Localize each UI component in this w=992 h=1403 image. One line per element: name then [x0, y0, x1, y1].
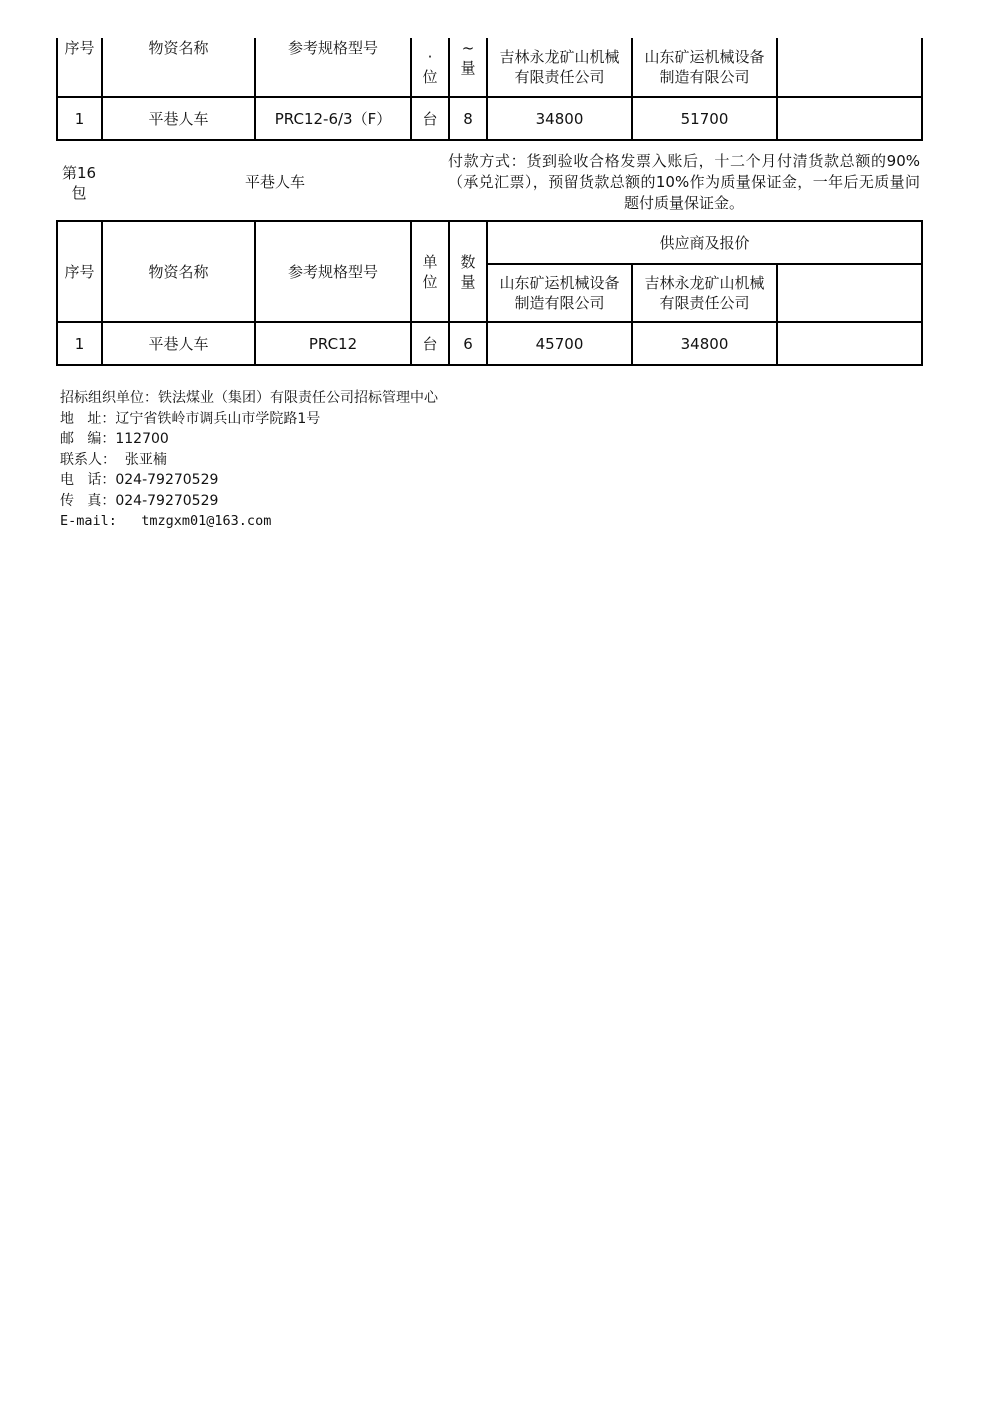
cell-spec: PRC12 — [255, 322, 411, 365]
contact-fax: 传 真：024-79270529 — [60, 492, 219, 509]
package-name: 平巷人车 — [244, 173, 305, 191]
cell-price-2: 51700 — [632, 97, 777, 140]
bid-table-2 — [56, 220, 923, 366]
header-name: 物资名称 — [102, 221, 255, 322]
cell-qty: 8 — [449, 97, 487, 140]
header-qty — [449, 38, 487, 97]
header-unit-line2: 位 — [422, 68, 438, 86]
header-qty-line1: 数 — [460, 252, 476, 271]
cell-price-3 — [777, 97, 922, 140]
header-unit-line1: 单 — [422, 252, 438, 271]
cell-spec: PRC12-6/3（F） — [255, 97, 411, 140]
contact-phone: 电 话：024-79270529 — [60, 472, 219, 488]
header-unit-line1: · — [427, 48, 433, 66]
header-spec: 参考规格型号 — [255, 38, 411, 97]
header-suppliers-title: 供应商及报价 — [487, 221, 922, 264]
contact-block — [60, 388, 438, 532]
header-name: 物资名称 — [102, 38, 255, 97]
supplier-1-line2: 制造有限公司 — [514, 294, 605, 312]
supplier-2-line1: 山东矿运机械设备 — [644, 48, 765, 66]
cell-name: 平巷人车 — [102, 322, 255, 365]
cell-qty: 6 — [449, 322, 487, 365]
supplier-2-line2: 制造有限公司 — [659, 68, 750, 86]
cell-index: 1 — [57, 97, 102, 140]
header-supplier-2 — [632, 38, 777, 97]
cell-unit: 台 — [411, 322, 449, 365]
contact-address: 地 址：辽宁省铁岭市调兵山市学院路1号 — [60, 410, 321, 427]
cell-name: 平巷人车 — [102, 97, 255, 140]
table-header-row — [57, 38, 922, 97]
table-row — [57, 322, 922, 365]
header-unit — [411, 38, 449, 97]
table-header-row — [57, 221, 922, 264]
bid-table-1 — [56, 38, 923, 141]
header-supplier-3 — [777, 264, 922, 322]
header-qty-line1: ~ — [461, 39, 475, 57]
header-supplier-3 — [777, 38, 922, 97]
header-supplier-2 — [632, 264, 777, 322]
package-number-line2: 包 — [71, 184, 87, 202]
supplier-1-line2: 有限责任公司 — [514, 68, 605, 86]
header-index: 序号 — [57, 38, 102, 97]
cell-price-3 — [777, 322, 922, 365]
supplier-2-line2: 有限责任公司 — [659, 294, 750, 312]
package-number-line1: 第16 — [61, 164, 97, 182]
header-qty-line2: 量 — [460, 272, 476, 291]
header-supplier-1 — [487, 264, 632, 322]
cell-unit: 台 — [411, 97, 449, 140]
payment-terms: 付款方式：货到验收合格发票入账后，十二个月付清货款总额的90%（承兑汇票），预留货款总额的10%作为质量保证金，一年后无质量问题付质量保证金。 — [448, 152, 920, 212]
header-qty — [449, 221, 487, 322]
contact-email: E-mail: tmzgxm01@163.com — [60, 513, 272, 529]
supplier-2-line1: 吉林永龙矿山机械 — [644, 274, 765, 292]
table-row — [57, 97, 922, 140]
package-number — [56, 163, 102, 203]
contact-postcode: 邮 编：112700 — [60, 431, 169, 447]
supplier-1-line1: 山东矿运机械设备 — [499, 274, 620, 292]
contact-org: 招标组织单位：铁法煤业（集团）有限责任公司招标管理中心 — [60, 390, 438, 406]
header-unit-line2: 位 — [422, 272, 438, 291]
cell-price-1: 34800 — [487, 97, 632, 140]
header-index: 序号 — [57, 221, 102, 322]
header-unit — [411, 221, 449, 322]
header-spec: 参考规格型号 — [255, 221, 411, 322]
supplier-1-line1: 吉林永龙矿山机械 — [499, 48, 620, 66]
cell-index: 1 — [57, 322, 102, 365]
contact-person: 联系人： 张亚楠 — [60, 451, 167, 468]
header-qty-line2: 量 — [460, 59, 476, 77]
cell-price-1: 45700 — [487, 322, 632, 365]
cell-price-2: 34800 — [632, 322, 777, 365]
header-supplier-1 — [487, 38, 632, 97]
